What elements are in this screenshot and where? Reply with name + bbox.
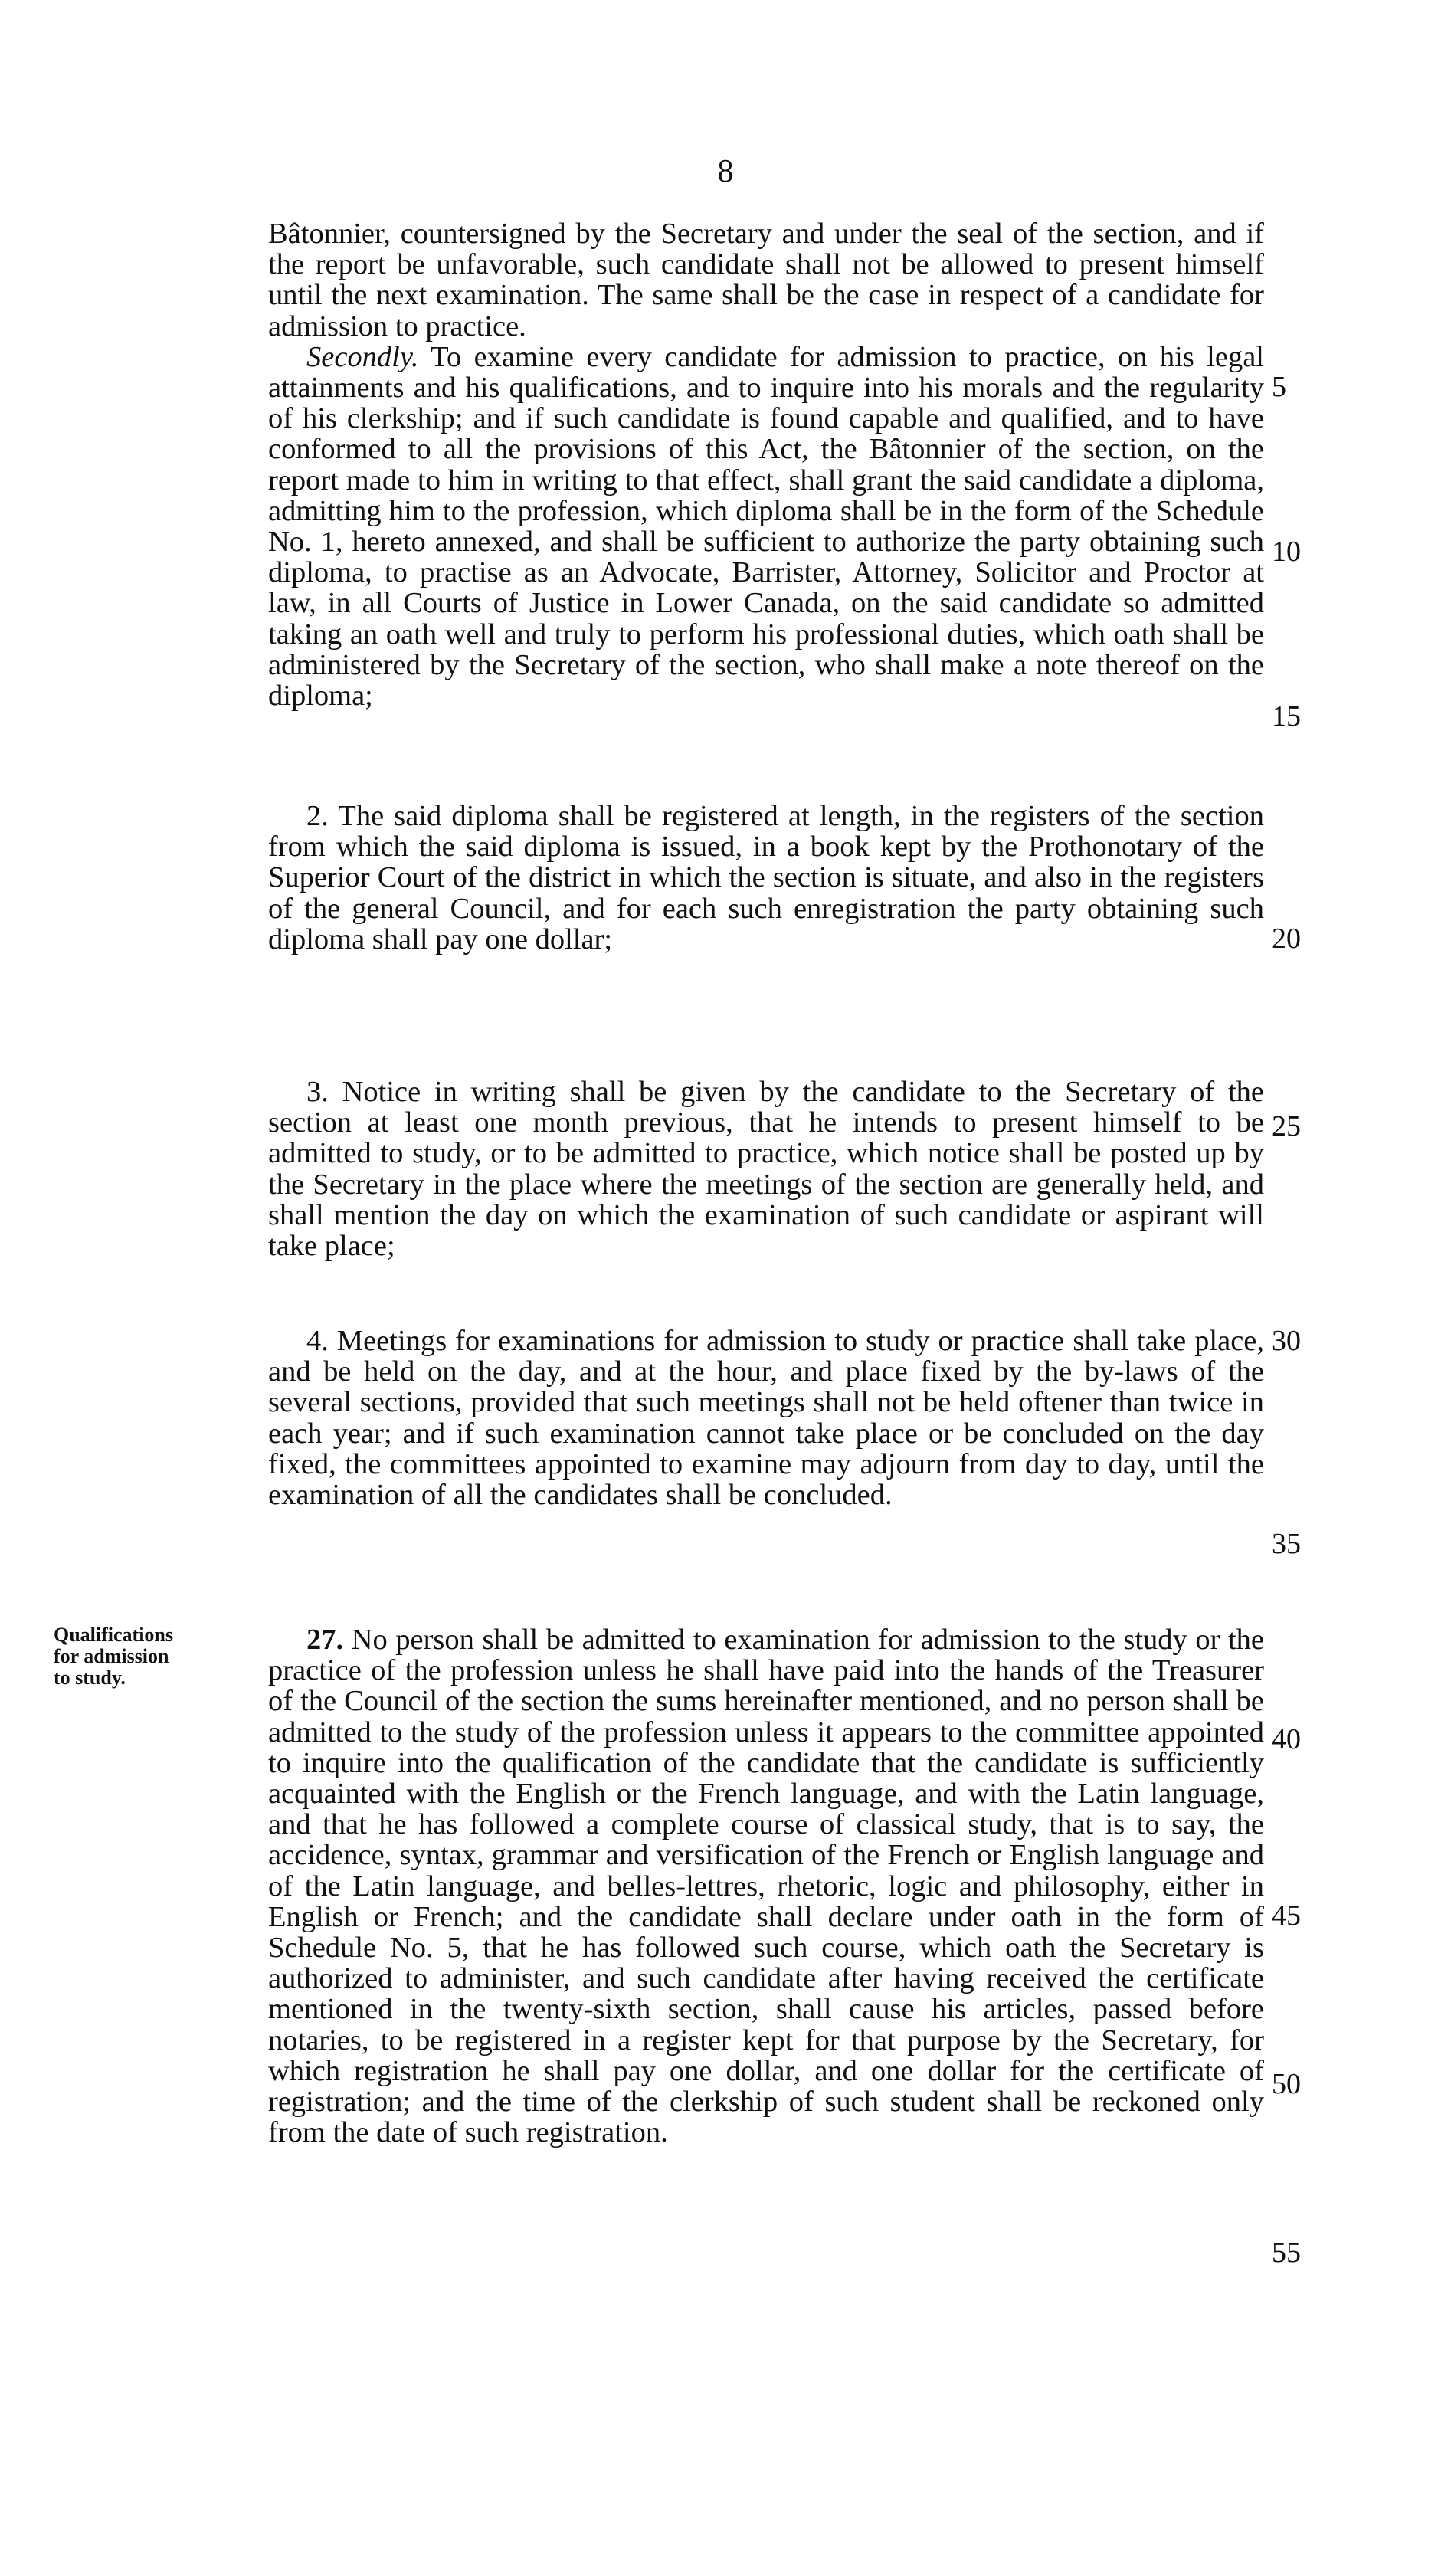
- line-number: 30: [1272, 1325, 1301, 1357]
- text-block-5: [268, 1624, 1264, 2148]
- paragraph-body: To examine every candidate for admission to practice, on his legal attainments and his qualifications, and to inquire into his morals and the regularity of his clerkship; and if such candidate is found capable and qualified, and to have conformed to all the provisions of this Act, the Bâtonnier of the section, on the report made to him in writing to that effect, shall grant the said candidate a diploma, admitting him to the profession, which diploma shall be in the form of the Schedule No. 1, hereto annexed, and shall be sufficient to authorize the party obtaining such diploma, to practise as an Advocate, Barrister, Attorney, Solicitor and Proctor at law, in all Courts of Justice in Lower Canada, on the said candidate so admitted taking an oath well and truly to perform his professional duties, which oath shall be administered by the Secretary of the section, who shall make a note thereof on the diploma;: [268, 340, 1264, 713]
- margin-note-line: to study.: [54, 1667, 126, 1689]
- line-number: 25: [1272, 1110, 1301, 1142]
- line-number: 10: [1272, 536, 1301, 568]
- paragraph-lead: Secondly.: [306, 340, 419, 373]
- line-number: 15: [1272, 700, 1301, 732]
- line-number: 20: [1272, 923, 1301, 955]
- line-number: 55: [1272, 2237, 1301, 2269]
- text-block-4: [268, 1326, 1264, 1510]
- paragraph-3: 3. Notice in writing shall be given by the candidate to the Secretary of the section at least one month previous, that he intends to present himself to be admitted to study, or to be admitted to practice, which notice shall be posted up by the Secretary in the place where the meetings of the section are generally held, and shall mention the day on which the examination of such candidate or aspirant will take place;: [268, 1076, 1264, 1263]
- section-number: 27.: [306, 1624, 344, 1656]
- text-block-2: [268, 801, 1264, 955]
- paragraph-continuation: Bâtonnier, countersigned by the Secretary and under the seal of the section, and if the report be unfavorable, such candidate shall not be allowed to present himself until the next examination. The same shall be the case in respect of a candidate for admission to practice.: [268, 218, 1264, 342]
- text-block-3: [268, 1077, 1264, 1261]
- page-number: 8: [717, 154, 734, 189]
- line-number: 35: [1272, 1528, 1301, 1560]
- paragraph-4: 4. Meetings for examinations for admission to study or practice shall take place, and be held on the day, and at the hour, and place fixed by the by-laws of the several sections, provided that such meetings shall not be held oftener than twice in each year; and if such examination cannot take place or be concluded on the day fixed, the committees appointed to examine may adjourn from day to day, until the examination of all the candidates shall be concluded.: [268, 1325, 1264, 1512]
- paragraph-2: 2. The said diploma shall be registered at length, in the registers of the section from which the said diploma is issued, in a book kept by the Prothonotary of the Superior Court of the district in which the section is situate, and also in the registers of the general Council, and for each such enregistration the party obtaining such diploma shall pay one dollar;: [268, 800, 1264, 955]
- paragraph-body: No person shall be admitted to examination for admission to the study or the practice of the profession unless he shall have paid into the hands of the Treasurer of the Council of the section the sums hereinafter mentioned, and no person shall be admitted to the study of the profession unless it appears to the committee appointed to inquire into the qualification of the candidate that the candidate is sufficiently acquainted with the English or the French language, and with the Latin language, and that he has followed a complete course of classical study, that is to say, the accidence, syntax, grammar and versification of the French or English language and of the Latin language, and belles-lettres, rhetoric, logic and philosophy, either in English or French; and the candidate shall declare under oath in the form of Schedule No. 5, that he has followed such course, which oath the Secretary is authorized to administer, and such candidate after having received the certificate mentioned in the twenty-sixth section, shall cause his articles, passed before notaries, to be registered in a register kept for that purpose by the Secretary, for which registration he shall pay one dollar, and one dollar for the certificate of registration; and the time of the clerkship of such student shall be reckoned only from the date of such registration.: [268, 1624, 1264, 2149]
- line-number: 40: [1272, 1723, 1301, 1755]
- margin-note: [54, 1624, 253, 1689]
- margin-note-line: for admission: [54, 1645, 169, 1667]
- margin-note-line: Qualifications: [54, 1624, 174, 1646]
- paragraph-secondly: [268, 342, 1264, 711]
- text-block-1: [268, 218, 1264, 711]
- line-number: 5: [1272, 371, 1286, 403]
- line-number: 45: [1272, 1899, 1301, 1932]
- paragraph-27: [268, 1624, 1264, 2148]
- line-number: 50: [1272, 2068, 1301, 2100]
